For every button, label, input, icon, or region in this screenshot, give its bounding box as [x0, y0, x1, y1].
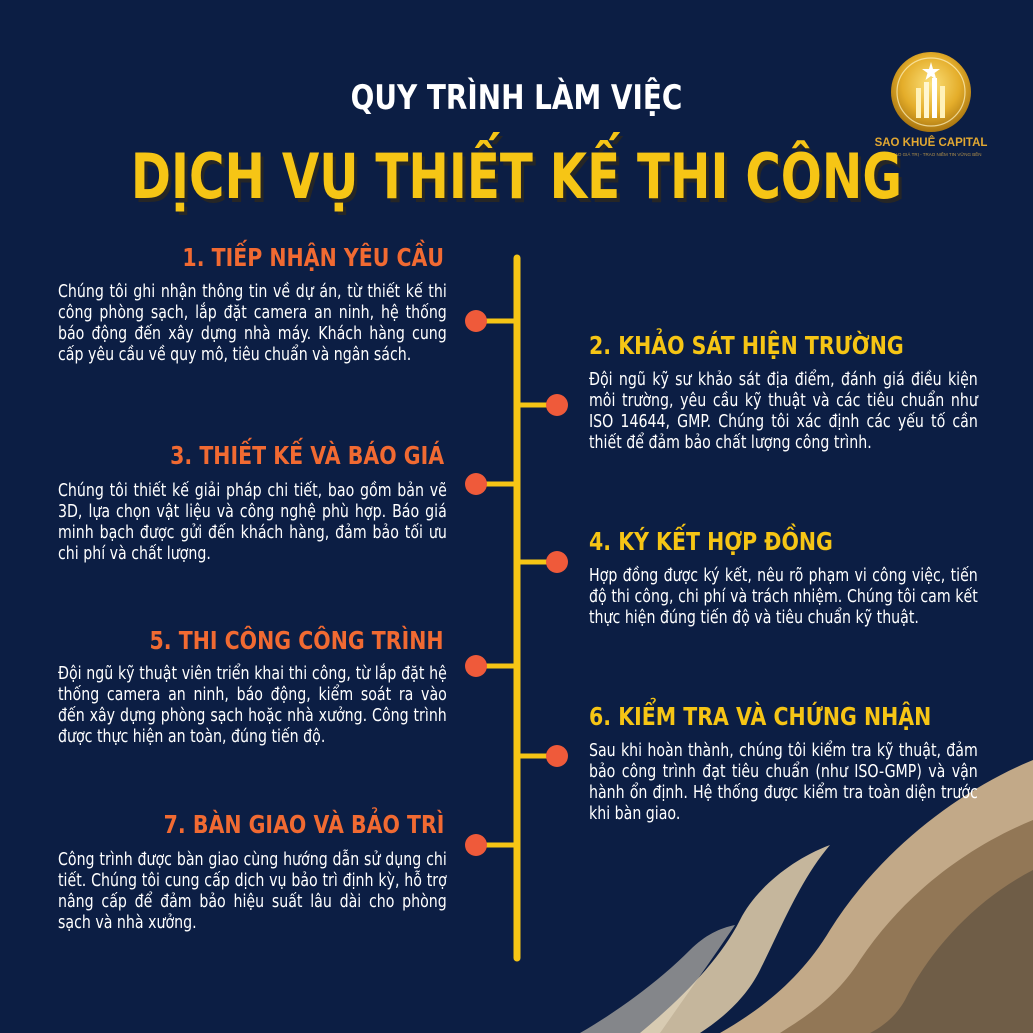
timeline-dot-5 — [465, 655, 487, 677]
step-6-description: Sau khi hoàn thành, chúng tôi kiểm tra kỹ thuật, đảm bảo công trình đạt tiêu chuẩn (như ISO-GMP) và vận hành ổn định. Hệ thống được kiểm tra toàn diện trước khi bàn giao. — [589, 741, 978, 824]
timeline-dot-6 — [546, 745, 568, 767]
page-title-line1: QUY TRÌNH LÀM VIỆC — [350, 78, 683, 118]
step-3-title: 3. THIẾT KẾ VÀ BÁO GIÁ — [170, 441, 444, 470]
timeline-dot-4 — [546, 551, 568, 573]
step-1-description: Chúng tôi ghi nhận thông tin về dự án, từ thiết kế thi công phòng sạch, lắp đặt camera an ninh, hệ thống báo động đến xây dựng nhà máy. Khách hàng cung cấp yêu cầu về quy mô, tiêu chuẩn và ngân sách. — [58, 282, 447, 365]
step-5-description: Đội ngũ kỹ thuật viên triển khai thi công, từ lắp đặt hệ thống camera an ninh, báo động, kiểm soát ra vào đến xây dựng phòng sạch hoặc nhà xưởng. Công trình được thực hiện an toàn, đúng tiến độ. — [58, 664, 447, 747]
step-6-title: 6. KIỂM TRA VÀ CHỨNG NHẬN — [589, 702, 932, 731]
step-4-title: 4. KÝ KẾT HỢP ĐỒNG — [589, 527, 833, 556]
step-2-title: 2. KHẢO SÁT HIỆN TRƯỜNG — [589, 331, 904, 360]
timeline-dot-1 — [465, 310, 487, 332]
step-7-title: 7. BÀN GIAO VÀ BẢO TRÌ — [163, 810, 444, 839]
timeline-dot-3 — [465, 473, 487, 495]
step-7-description: Công trình được bàn giao cùng hướng dẫn sử dụng chi tiết. Chúng tôi cung cấp dịch vụ bảo trì định kỳ, hỗ trợ nâng cấp để đảm bảo hiệu suất lâu dài cho phòng sạch và nhà xưởng. — [58, 850, 447, 933]
logo-tagline: KIẾN TẠO GIÁ TRỊ - TRAO NIỀM TIN VỮNG BỀN — [880, 152, 982, 157]
step-2-description: Đội ngũ kỹ sư khảo sát địa điểm, đánh giá điều kiện môi trường, yêu cầu kỹ thuật và các tiêu chuẩn như ISO 14644, GMP. Chúng tôi xác định các yếu tố cần thiết để đảm bảo chất lượng công trình. — [589, 370, 978, 453]
step-3-description: Chúng tôi thiết kế giải pháp chi tiết, bao gồm bản vẽ 3D, lựa chọn vật liệu và công nghệ phù hợp. Báo giá minh bạch được gửi đến khách hàng, đảm bảo tối ưu chi phí và chất lượng. — [58, 481, 447, 564]
step-4-description: Hợp đồng được ký kết, nêu rõ phạm vi công việc, tiến độ thi công, chi phí và trách nhiệm. Chúng tôi cam kết thực hiện đúng tiến độ và tiêu chuẩn kỹ thuật. — [589, 566, 978, 628]
timeline-dot-7 — [465, 834, 487, 856]
step-1-title: 1. TIẾP NHẬN YÊU CẦU — [182, 243, 444, 272]
logo-brand-name: SAO KHUÊ CAPITAL — [874, 137, 988, 149]
page-title-line2: DỊCH VỤ THIẾT KẾ THI CÔNG — [130, 140, 903, 213]
step-5-title: 5. THI CÔNG CÔNG TRÌNH — [150, 626, 444, 655]
timeline-dot-2 — [546, 394, 568, 416]
